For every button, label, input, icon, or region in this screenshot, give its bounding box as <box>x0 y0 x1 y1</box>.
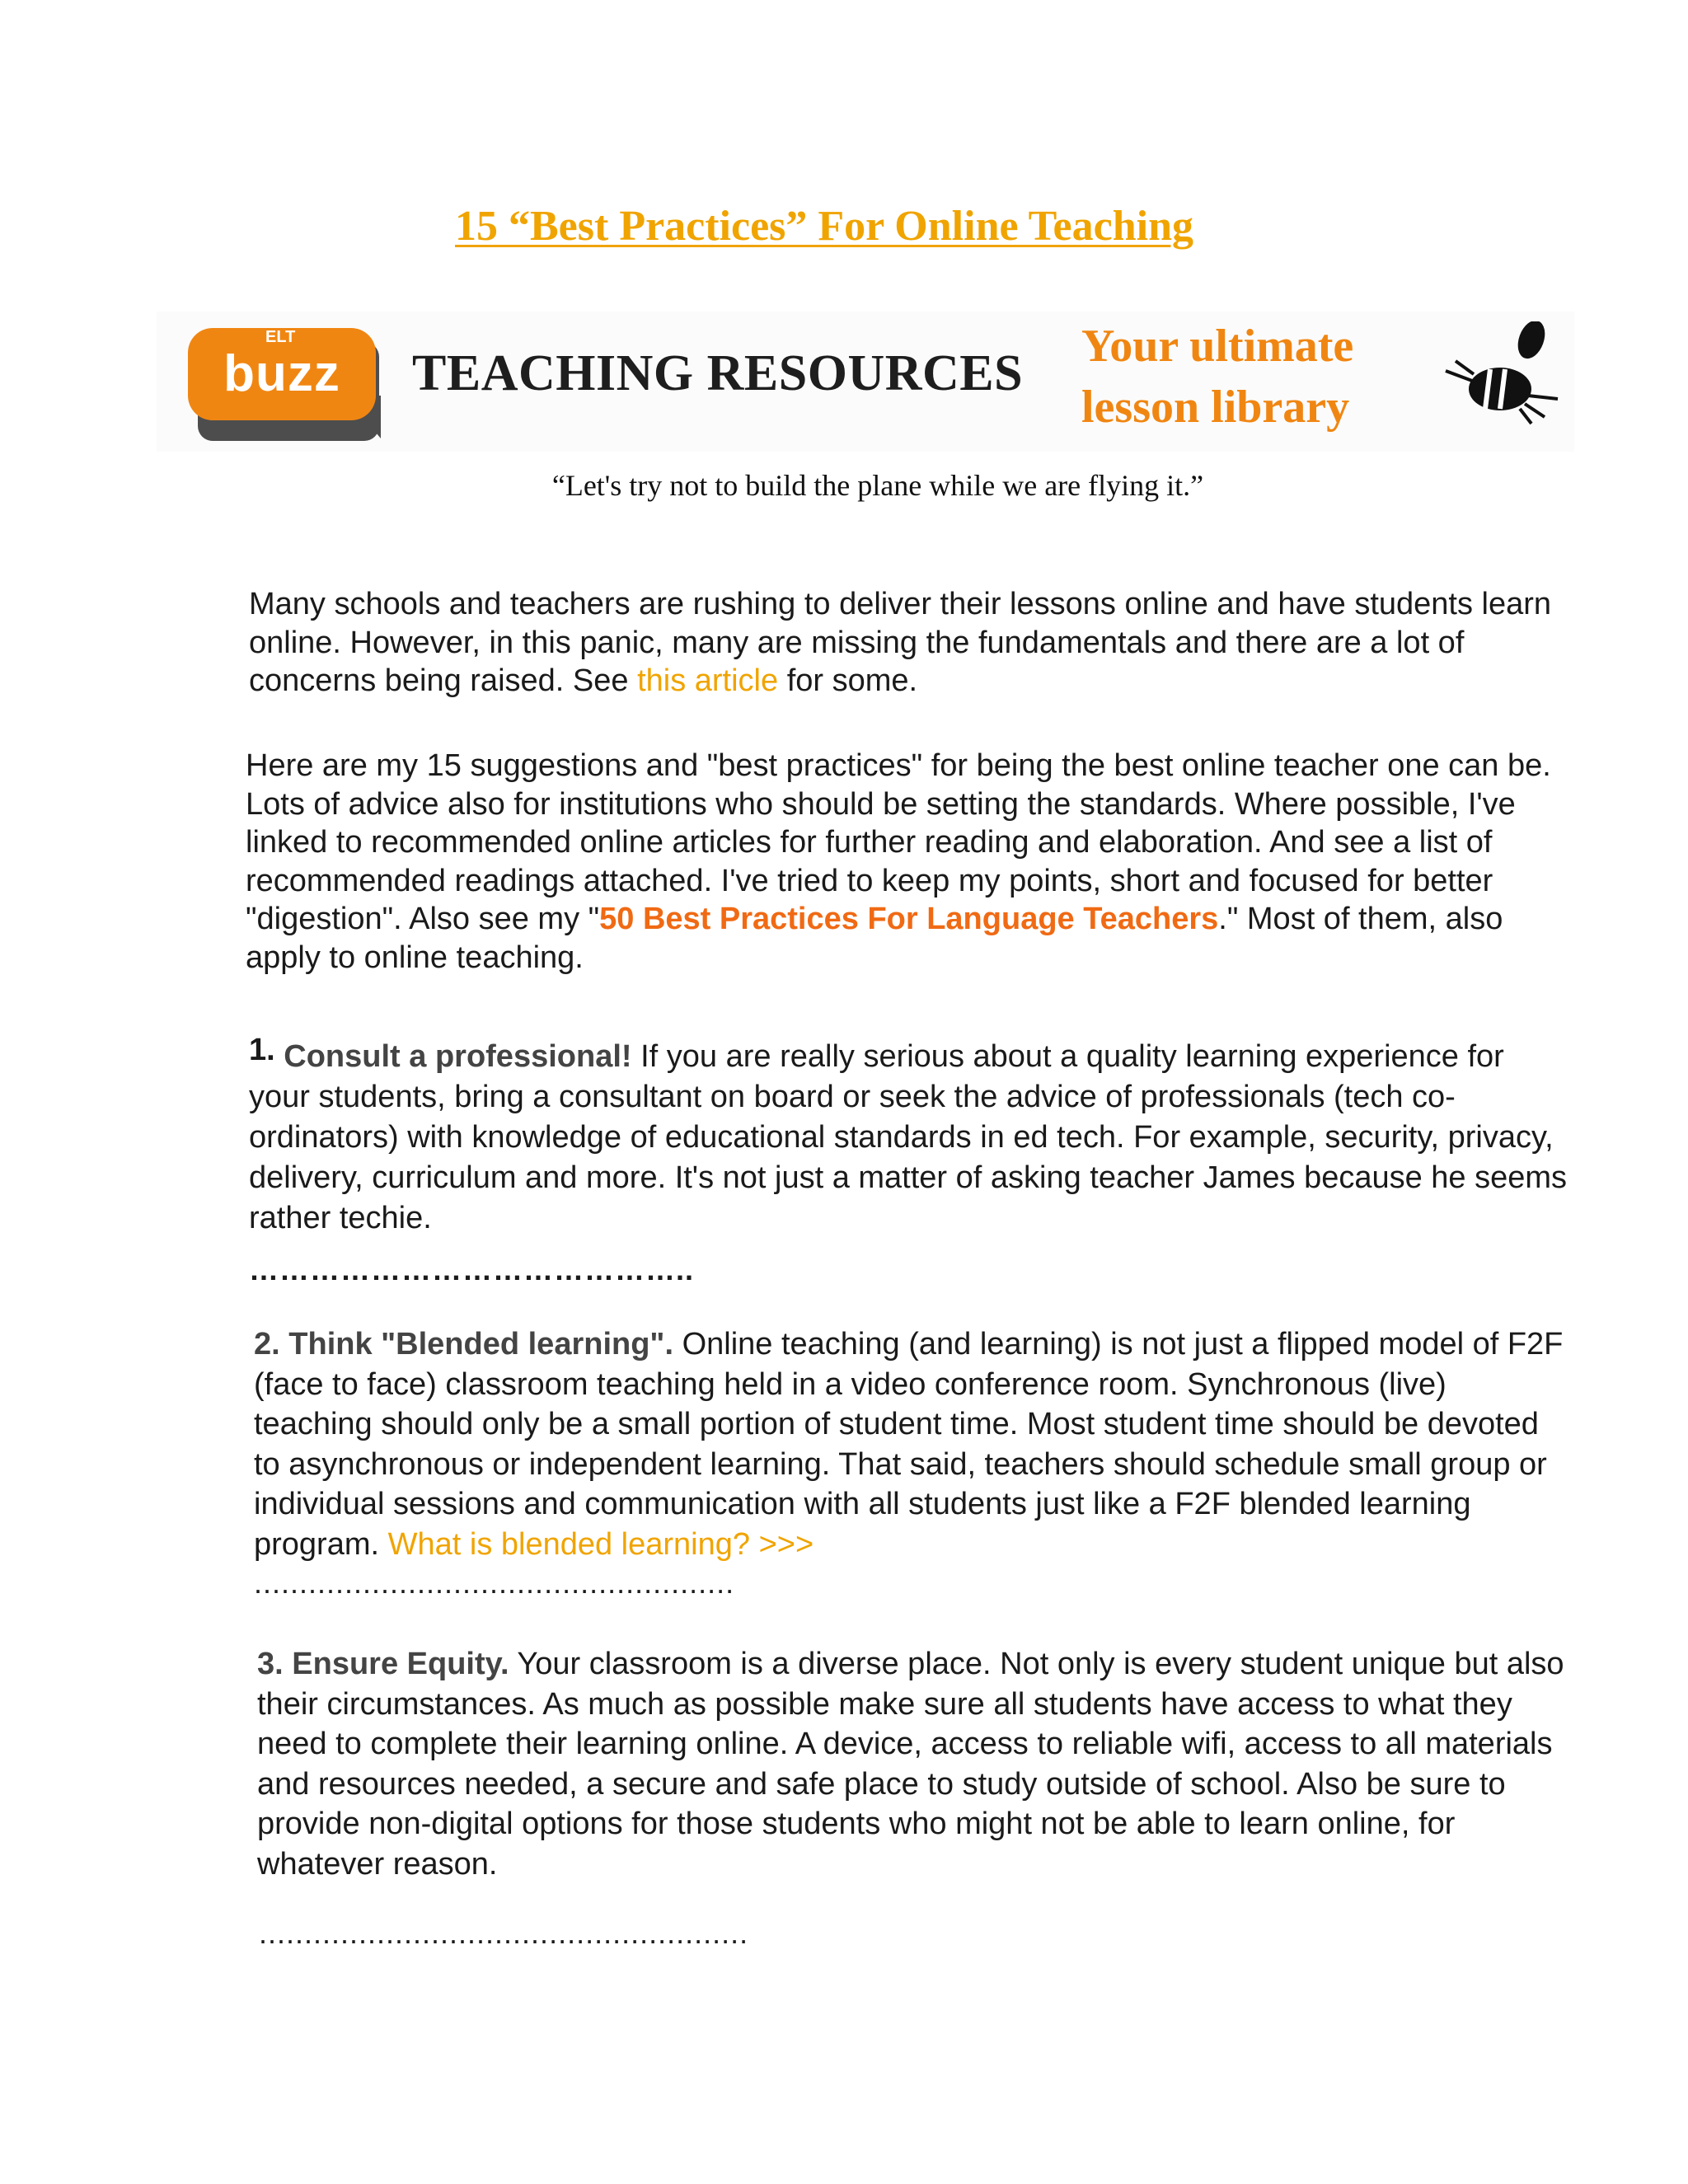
blended-learning-link[interactable]: What is blended learning? >>> <box>387 1526 814 1562</box>
practice-item-1 <box>249 1033 1568 1239</box>
practice-item-3 <box>257 1644 1576 1884</box>
banner-tagline-line2: lesson library <box>1081 382 1350 433</box>
item-number: 2. <box>254 1327 280 1361</box>
banner-heading: TEACHING RESOURCES <box>412 345 1024 401</box>
fifty-best-practices-link[interactable]: 50 Best Practices For Language Teachers <box>599 902 1219 936</box>
item-number: 1. <box>249 1033 275 1067</box>
elt-buzz-logo: buzz <box>188 328 376 420</box>
item-body: If you are really serious about a quality learning experience for your students, bring a consultant on board or seek the advice of professionals (tech co-ordinators) with knowledge of educational standards in ed tech. For example, security, privacy, delivery, curriculum and more. It's not just a matter of asking teacher James because he seems rather techie. <box>249 1039 1568 1235</box>
intro-paragraph <box>249 585 1568 701</box>
intro-text-end: for some. <box>778 663 918 698</box>
logo-elt-label: ELT <box>265 328 296 346</box>
item-number: 3. <box>257 1647 284 1681</box>
opening-quote: “Let's try not to build the plane while we are flying it.” <box>551 469 1204 502</box>
banner-tagline-line1: Your ultimate <box>1081 321 1354 372</box>
item-body: Your classroom is a diverse place. Not only is every student unique but also their circumstances. As much as possible make sure all students have access to what they need to complete their learning online. A device, access to reliable wifi, access to all materials and resources needed, a secure and safe place to study outside of school. Also be sure to provide non-digital options for those students who might not be able to learn online, for whatever reason. <box>257 1647 1564 1882</box>
this-article-link[interactable]: this article <box>637 663 779 698</box>
separator-dots: …………………………………….. <box>249 1253 695 1286</box>
intro-text: Many schools and teachers are rushing to deliver their lessons online and have students learn online. However, in this panic, many are missing the fundamentals and there are a lot of concerns being raised. See <box>249 587 1552 698</box>
item-body: Online teaching (and learning) is not just a flipped model of F2F (face to face) classroom teaching held in a video conference room. Synchronous (live) teaching should only be a small portion of student time. Most student time should be devoted to asynchronous or independent learning. That said, teachers should schedule small group or individual sessions and communication with all students just like a F2F blended learning program. <box>254 1327 1564 1562</box>
page-title[interactable]: 15 “Best Practices” For Online Teaching <box>455 203 1193 250</box>
item-heading: Ensure Equity. <box>292 1647 509 1681</box>
item-heading: Think "Blended learning". <box>288 1327 674 1361</box>
separator-dots: ...................................................... <box>259 1916 749 1950</box>
bee-icon <box>1442 321 1566 429</box>
separator-dots: ..................................................... <box>254 1566 735 1600</box>
suggestions-text: Here are my 15 suggestions and "best practices" for being the best online teacher one can be. Lots of advice also for institutions who should be setting the standards. Where possible, I've linked to recommended online articles for further reading and elaboration. And see a list of recommended readings attached. I've tried to keep my points, short and focused for better "digestion". Also see my " <box>246 748 1551 936</box>
item-heading: Consult a professional! <box>284 1039 632 1074</box>
suggestions-text-end: ." Most of them, also apply to online teaching. <box>246 902 1503 975</box>
suggestions-paragraph <box>246 747 1581 977</box>
practice-item-2 <box>254 1324 1573 1564</box>
